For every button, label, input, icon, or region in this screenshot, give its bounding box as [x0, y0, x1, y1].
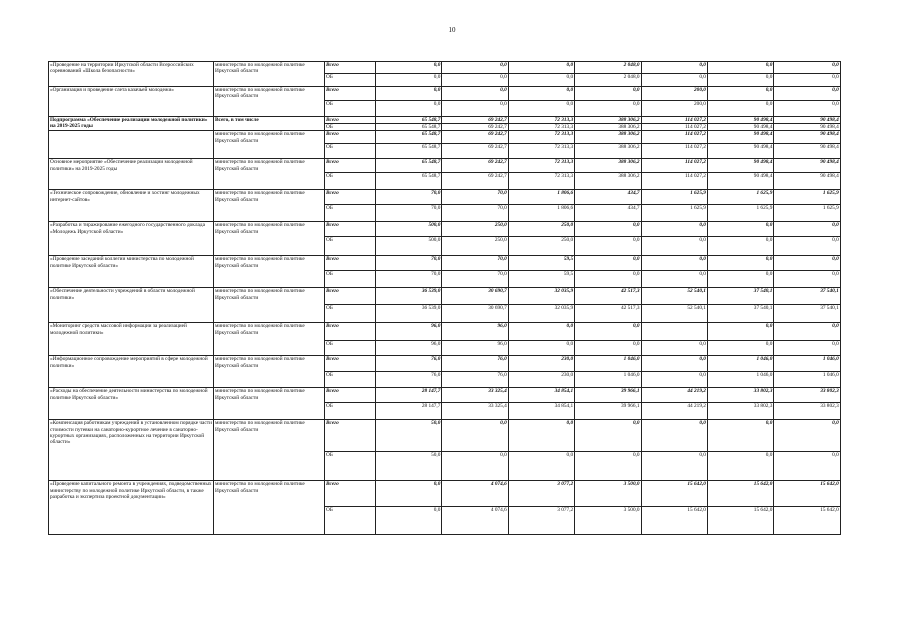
- amount-cell: 3 500,0: [575, 481, 641, 507]
- amount-cell: 0,0: [442, 74, 508, 87]
- amount-cell: 90 498,4: [707, 159, 773, 173]
- amount-cell: 52 540,1: [641, 305, 707, 323]
- amount-cell: 0,0: [575, 271, 641, 288]
- activity-name-cell: «Расходы на обеспечение деятельности министерства по молодежной политике Иркутской области»: [49, 388, 214, 420]
- amount-cell: 33 802,3: [774, 403, 840, 420]
- amount-cell: 65 548,7: [376, 124, 442, 131]
- amount-cell: 0,0: [442, 452, 508, 481]
- table-row: [49, 159, 841, 173]
- amount-cell: 250,0: [442, 222, 508, 237]
- executor-cell: министерство по молодежной политике Иркутской области: [214, 420, 325, 481]
- funding-source-cell: Всего: [325, 388, 376, 403]
- executor-cell: министерство по молодежной политике Иркутской области: [214, 481, 325, 535]
- amount-cell: 0,0: [707, 341, 773, 356]
- amount-cell: 0,0: [707, 323, 773, 341]
- funding-source-cell: Всего: [325, 323, 376, 341]
- funding-source-cell: ОБ: [325, 372, 376, 388]
- amount-cell: 0,0: [774, 222, 840, 237]
- table-row: [49, 131, 841, 144]
- amount-cell: 96,0: [376, 341, 442, 356]
- amount-cell: 30 690,7: [442, 288, 508, 305]
- funding-source-cell: ОБ: [325, 173, 376, 190]
- activity-name-cell: «Проведение заседаний коллегии министерства по молодежной политике Иркутской области»: [49, 256, 214, 288]
- amount-cell: 33 802,3: [707, 388, 773, 403]
- amount-cell: 1 046,0: [707, 372, 773, 388]
- table-row: [49, 356, 841, 372]
- amount-cell: 69 242,7: [442, 159, 508, 173]
- activity-name-cell: «Информационное сопровождение мероприятий в сфере молодежной политики»: [49, 356, 214, 388]
- amount-cell: 90 498,4: [774, 159, 840, 173]
- amount-cell: 0,0: [707, 222, 773, 237]
- activity-name-cell: [49, 131, 214, 159]
- activity-name-cell: «Обеспечение деятельности учреждений в области молодежной политики»: [49, 288, 214, 323]
- amount-cell: 114 027,2: [641, 131, 707, 144]
- activity-name-cell: «Разработка и тиражирование ежегодного государственного доклада «Молодежь Иркутской области»: [49, 222, 214, 256]
- amount-cell: 0,0: [376, 507, 442, 535]
- amount-cell: 69 242,7: [442, 144, 508, 159]
- amount-cell: 15 642,0: [707, 507, 773, 535]
- amount-cell: 0,0: [774, 256, 840, 271]
- amount-cell: 0,0: [376, 481, 442, 507]
- amount-cell: 70,0: [376, 205, 442, 222]
- funding-source-cell: ОБ: [325, 507, 376, 535]
- amount-cell: 200,0: [641, 87, 707, 101]
- amount-cell: 0,0: [774, 323, 840, 341]
- amount-cell: 96,0: [442, 341, 508, 356]
- funding-source-cell: Всего: [325, 117, 376, 124]
- amount-cell: 388 306,2: [575, 159, 641, 173]
- amount-cell: 69 242,7: [442, 124, 508, 131]
- amount-cell: 15 642,0: [641, 481, 707, 507]
- amount-cell: 0,0: [508, 101, 574, 117]
- amount-cell: 34 854,1: [508, 403, 574, 420]
- amount-cell: 388 306,2: [575, 117, 641, 124]
- amount-cell: 388 306,2: [575, 173, 641, 190]
- amount-cell: 70,0: [442, 271, 508, 288]
- amount-cell: 0,0: [442, 420, 508, 452]
- amount-cell: 28 147,7: [376, 403, 442, 420]
- activity-name-cell: «Организация и проведение слета казачьей молодежи»: [49, 87, 214, 117]
- amount-cell: 59,5: [508, 256, 574, 271]
- amount-cell: 0,0: [641, 62, 707, 74]
- amount-cell: 0,0: [774, 341, 840, 356]
- funding-source-cell: Всего: [325, 159, 376, 173]
- amount-cell: 434,7: [575, 205, 641, 222]
- funding-source-cell: Всего: [325, 190, 376, 205]
- activity-name-cell: «Компенсация работникам учреждений в установленном порядке части стоимости путевки на санаторно-курортное лечение в санаторно-курортных организациях, расположенных на территории Иркутской области»: [49, 420, 214, 481]
- amount-cell: 15 642,0: [641, 507, 707, 535]
- activity-name-cell: Основное мероприятие «Обеспечение реализации молодежной политики» на 2019-2025 годы: [49, 159, 214, 190]
- amount-cell: 114 027,2: [641, 144, 707, 159]
- funding-source-cell: Всего: [325, 131, 376, 144]
- amount-cell: 90 498,4: [707, 173, 773, 190]
- amount-cell: 42 517,3: [575, 305, 641, 323]
- amount-cell: 72 313,3: [508, 159, 574, 173]
- amount-cell: 0,0: [641, 271, 707, 288]
- amount-cell: 70,0: [442, 205, 508, 222]
- page-number: 10: [448, 26, 456, 34]
- amount-cell: 0,0: [508, 87, 574, 101]
- amount-cell: 69 242,7: [442, 117, 508, 124]
- amount-cell: 0,0: [707, 101, 773, 117]
- funding-source-cell: ОБ: [325, 403, 376, 420]
- executor-cell: министерство по молодежной политике Иркутской области: [214, 323, 325, 356]
- amount-cell: 15 642,0: [774, 481, 840, 507]
- funding-source-cell: Всего: [325, 420, 376, 452]
- amount-cell: 1 625,9: [774, 205, 840, 222]
- amount-cell: 90 498,4: [707, 124, 773, 131]
- amount-cell: 0,0: [774, 237, 840, 256]
- amount-cell: 33 802,3: [774, 388, 840, 403]
- amount-cell: 0,0: [641, 420, 707, 452]
- amount-cell: 44 219,2: [641, 403, 707, 420]
- amount-cell: 0,0: [641, 452, 707, 481]
- amount-cell: 70,0: [442, 256, 508, 271]
- amount-cell: 434,7: [575, 190, 641, 205]
- amount-cell: 37 540,1: [707, 288, 773, 305]
- amount-cell: 69 242,7: [442, 131, 508, 144]
- amount-cell: [641, 323, 707, 341]
- amount-cell: 0,0: [508, 323, 574, 341]
- activity-name-cell: Подпрограмма «Обеспечение реализации молодежной политики» на 2019-2025 годы: [49, 117, 214, 131]
- funding-source-cell: Всего: [325, 481, 376, 507]
- table-row: [49, 481, 841, 507]
- amount-cell: 72 313,3: [508, 124, 574, 131]
- amount-cell: 52 540,1: [641, 288, 707, 305]
- amount-cell: 0,0: [707, 237, 773, 256]
- amount-cell: 230,0: [508, 356, 574, 372]
- amount-cell: 0,0: [707, 271, 773, 288]
- funding-source-cell: ОБ: [325, 237, 376, 256]
- amount-cell: 70,0: [442, 190, 508, 205]
- amount-cell: 65 548,7: [376, 159, 442, 173]
- amount-cell: 1 046,0: [774, 372, 840, 388]
- amount-cell: 388 306,2: [575, 144, 641, 159]
- amount-cell: 388 306,2: [575, 131, 641, 144]
- amount-cell: 0,0: [641, 237, 707, 256]
- amount-cell: 39 966,1: [575, 388, 641, 403]
- amount-cell: 90 498,4: [707, 144, 773, 159]
- amount-cell: 90 498,4: [707, 117, 773, 124]
- amount-cell: 37 540,1: [774, 305, 840, 323]
- amount-cell: 1 806,6: [508, 190, 574, 205]
- amount-cell: 0,0: [442, 101, 508, 117]
- amount-cell: 76,0: [442, 356, 508, 372]
- executor-cell: министерство по молодежной политике Иркутской области: [214, 356, 325, 388]
- amount-cell: 96,0: [376, 323, 442, 341]
- amount-cell: 2 048,0: [575, 74, 641, 87]
- amount-cell: 114 027,2: [641, 117, 707, 124]
- amount-cell: 0,0: [575, 323, 641, 341]
- amount-cell: 70,0: [376, 256, 442, 271]
- amount-cell: 0,0: [707, 420, 773, 452]
- amount-cell: 0,0: [376, 62, 442, 74]
- amount-cell: 0,0: [641, 74, 707, 87]
- amount-cell: 65 548,7: [376, 131, 442, 144]
- amount-cell: 0,0: [508, 452, 574, 481]
- amount-cell: 32 035,9: [508, 305, 574, 323]
- amount-cell: 0,0: [575, 237, 641, 256]
- amount-cell: 0,0: [575, 222, 641, 237]
- funding-source-cell: Всего: [325, 87, 376, 101]
- amount-cell: 50,0: [376, 420, 442, 452]
- amount-cell: 0,0: [508, 420, 574, 452]
- amount-cell: 72 313,3: [508, 131, 574, 144]
- amount-cell: 50,0: [376, 452, 442, 481]
- funding-source-cell: ОБ: [325, 74, 376, 87]
- amount-cell: 33 325,4: [442, 403, 508, 420]
- executor-cell: министерство по молодежной политике Иркутской области: [214, 131, 325, 159]
- amount-cell: 0,0: [442, 87, 508, 101]
- amount-cell: 114 027,2: [641, 159, 707, 173]
- amount-cell: 42 517,3: [575, 288, 641, 305]
- amount-cell: 0,0: [641, 372, 707, 388]
- amount-cell: 1 046,0: [707, 356, 773, 372]
- amount-cell: 0,0: [641, 356, 707, 372]
- amount-cell: 32 035,9: [508, 288, 574, 305]
- amount-cell: 1 625,9: [707, 205, 773, 222]
- amount-cell: 76,0: [376, 372, 442, 388]
- amount-cell: 0,0: [707, 256, 773, 271]
- funding-source-cell: Всего: [325, 288, 376, 305]
- amount-cell: 65 548,7: [376, 144, 442, 159]
- amount-cell: 1 806,6: [508, 205, 574, 222]
- table-row: [49, 87, 841, 101]
- amount-cell: 34 854,1: [508, 388, 574, 403]
- amount-cell: 72 313,3: [508, 173, 574, 190]
- funding-source-cell: ОБ: [325, 124, 376, 131]
- amount-cell: 30 690,7: [442, 305, 508, 323]
- amount-cell: 0,0: [575, 87, 641, 101]
- amount-cell: 0,0: [774, 271, 840, 288]
- amount-cell: 0,0: [707, 74, 773, 87]
- funding-source-cell: ОБ: [325, 101, 376, 117]
- amount-cell: 65 548,7: [376, 117, 442, 124]
- amount-cell: 72 313,3: [508, 117, 574, 124]
- amount-cell: 1 046,0: [575, 356, 641, 372]
- amount-cell: 33 802,3: [707, 403, 773, 420]
- amount-cell: 0,0: [575, 341, 641, 356]
- amount-cell: 76,0: [442, 372, 508, 388]
- amount-cell: 0,0: [774, 452, 840, 481]
- amount-cell: 0,0: [575, 256, 641, 271]
- amount-cell: 0,0: [641, 256, 707, 271]
- amount-cell: 1 625,9: [641, 205, 707, 222]
- amount-cell: 1 625,9: [707, 190, 773, 205]
- amount-cell: 36 539,0: [376, 305, 442, 323]
- executor-cell: Всего, в том числе: [214, 117, 325, 131]
- amount-cell: 0,0: [376, 87, 442, 101]
- executor-cell: министерство по молодежной политике Иркутской области: [214, 62, 325, 87]
- amount-cell: 65 548,7: [376, 173, 442, 190]
- table-row: [49, 117, 841, 124]
- amount-cell: 0,0: [376, 74, 442, 87]
- amount-cell: 0,0: [575, 452, 641, 481]
- amount-cell: 0,0: [376, 101, 442, 117]
- amount-cell: 0,0: [575, 101, 641, 117]
- executor-cell: министерство по молодежной политике Иркутской области: [214, 388, 325, 420]
- amount-cell: 3 500,0: [575, 507, 641, 535]
- amount-cell: 2 048,0: [575, 62, 641, 74]
- amount-cell: 0,0: [442, 62, 508, 74]
- funding-source-cell: Всего: [325, 256, 376, 271]
- amount-cell: 230,0: [508, 372, 574, 388]
- amount-cell: 0,0: [774, 62, 840, 74]
- funding-source-cell: ОБ: [325, 205, 376, 222]
- executor-cell: министерство по молодежной политике Иркутской области: [214, 288, 325, 323]
- amount-cell: 37 540,1: [774, 288, 840, 305]
- amount-cell: 200,0: [641, 101, 707, 117]
- amount-cell: 3 077,2: [508, 481, 574, 507]
- amount-cell: 59,5: [508, 271, 574, 288]
- amount-cell: 500,0: [376, 237, 442, 256]
- amount-cell: 90 498,4: [707, 131, 773, 144]
- funding-source-cell: Всего: [325, 62, 376, 74]
- amount-cell: 0,0: [707, 62, 773, 74]
- table-row: [49, 288, 841, 305]
- activity-name-cell: «Мониторинг средств массовой информации за реализацией молодежной политики»: [49, 323, 214, 356]
- amount-cell: 0,0: [774, 74, 840, 87]
- amount-cell: 90 498,4: [774, 124, 840, 131]
- funding-source-cell: ОБ: [325, 341, 376, 356]
- activity-name-cell: «Техническое сопровождение, обновление и хостинг молодежных интернет-сайтов»: [49, 190, 214, 222]
- amount-cell: 0,0: [641, 222, 707, 237]
- amount-cell: 72 313,3: [508, 144, 574, 159]
- amount-cell: 250,0: [508, 237, 574, 256]
- table-row: [49, 420, 841, 452]
- executor-cell: министерство по молодежной политике Иркутской области: [214, 190, 325, 222]
- amount-cell: 250,0: [442, 237, 508, 256]
- amount-cell: 1 625,9: [641, 190, 707, 205]
- amount-cell: 4 074,6: [442, 481, 508, 507]
- funding-source-cell: Всего: [325, 356, 376, 372]
- amount-cell: 0,0: [508, 62, 574, 74]
- executor-cell: министерство по молодежной политике Иркутской области: [214, 87, 325, 117]
- amount-cell: 4 074,6: [442, 507, 508, 535]
- amount-cell: 0,0: [774, 420, 840, 452]
- activity-name-cell: «Проведение капитального ремонта в учреждениях, подведомственных министерству по молодежной политике Иркутской области, в также разработка и экспертиза проектной документации»: [49, 481, 214, 535]
- table-row: [49, 256, 841, 271]
- amount-cell: 0,0: [707, 452, 773, 481]
- amount-cell: 96,0: [442, 323, 508, 341]
- amount-cell: 0,0: [508, 74, 574, 87]
- amount-cell: 1 046,0: [575, 372, 641, 388]
- amount-cell: 36 539,0: [376, 288, 442, 305]
- table-row: [49, 323, 841, 341]
- funding-source-cell: ОБ: [325, 305, 376, 323]
- amount-cell: 33 325,4: [442, 388, 508, 403]
- amount-cell: 15 642,0: [707, 481, 773, 507]
- amount-cell: 15 642,0: [774, 507, 840, 535]
- amount-cell: 70,0: [376, 190, 442, 205]
- amount-cell: 44 219,2: [641, 388, 707, 403]
- funding-source-cell: Всего: [325, 222, 376, 237]
- table-row: [49, 388, 841, 403]
- amount-cell: 114 027,2: [641, 173, 707, 190]
- amount-cell: 1 625,9: [774, 190, 840, 205]
- executor-cell: министерство по молодежной политике Иркутской области: [214, 159, 325, 190]
- amount-cell: 37 540,1: [707, 305, 773, 323]
- amount-cell: 90 498,4: [774, 131, 840, 144]
- amount-cell: 0,0: [774, 101, 840, 117]
- amount-cell: 0,0: [575, 420, 641, 452]
- amount-cell: 388 306,2: [575, 124, 641, 131]
- amount-cell: 0,0: [774, 87, 840, 101]
- amount-cell: 90 498,4: [774, 117, 840, 124]
- amount-cell: 90 498,4: [774, 144, 840, 159]
- amount-cell: 114 027,2: [641, 124, 707, 131]
- amount-cell: 250,0: [508, 222, 574, 237]
- amount-cell: 0,0: [508, 341, 574, 356]
- table-row: [49, 62, 841, 74]
- executor-cell: министерство по молодежной политике Иркутской области: [214, 256, 325, 288]
- amount-cell: 0,0: [707, 87, 773, 101]
- amount-cell: 1 046,0: [774, 356, 840, 372]
- executor-cell: министерство по молодежной политике Иркутской области: [214, 222, 325, 256]
- table-row: [49, 222, 841, 237]
- amount-cell: 69 242,7: [442, 173, 508, 190]
- budget-table-body: [49, 62, 841, 535]
- amount-cell: 0,0: [641, 341, 707, 356]
- amount-cell: 39 966,1: [575, 403, 641, 420]
- amount-cell: 500,0: [376, 222, 442, 237]
- funding-source-cell: ОБ: [325, 271, 376, 288]
- table-row: [49, 190, 841, 205]
- amount-cell: 28 147,7: [376, 388, 442, 403]
- funding-source-cell: ОБ: [325, 144, 376, 159]
- amount-cell: 3 077,2: [508, 507, 574, 535]
- amount-cell: 90 498,4: [774, 173, 840, 190]
- amount-cell: 70,0: [376, 271, 442, 288]
- budget-table: [48, 61, 841, 535]
- activity-name-cell: «Проведение на территории Иркутской области Всероссийских соревнований «Школа безопасности»: [49, 62, 214, 87]
- funding-source-cell: ОБ: [325, 452, 376, 481]
- amount-cell: 76,0: [376, 356, 442, 372]
